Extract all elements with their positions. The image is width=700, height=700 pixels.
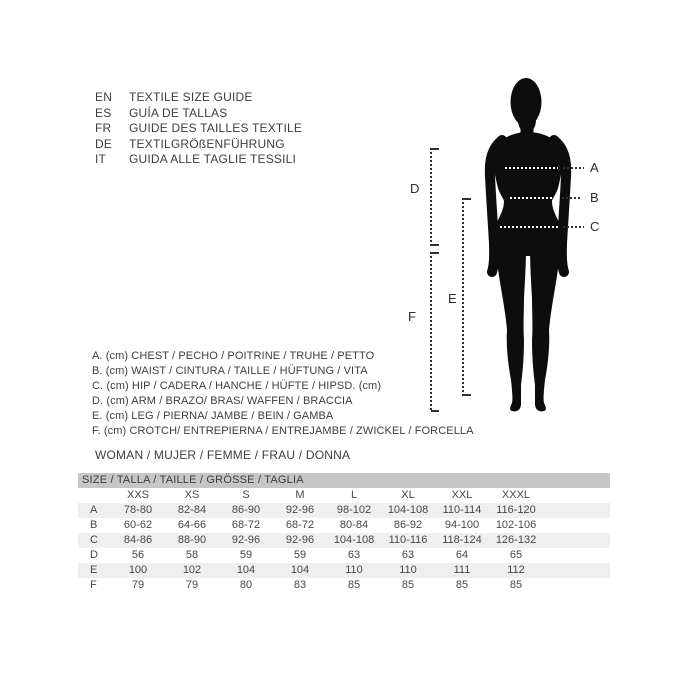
category-title: WOMAN / MUJER / FEMME / FRAU / DONNA: [95, 448, 351, 462]
size-value-cell: 88-90: [177, 534, 207, 546]
size-value-cell: 110: [399, 564, 417, 576]
size-value-cell: 56: [131, 549, 145, 561]
size-column-header: S: [242, 489, 250, 501]
row-label: C: [90, 534, 98, 546]
table-row: [78, 578, 610, 593]
size-value-cell: 60-62: [123, 519, 153, 531]
hip-measure-line: [563, 226, 584, 228]
measure-label-arm: D: [410, 181, 420, 196]
woman-silhouette-figure: [478, 78, 578, 413]
size-column-header: L: [350, 489, 358, 501]
language-row: [95, 121, 302, 136]
legend-row: A. (cm) CHEST / PECHO / POITRINE / TRUHE / PETTO: [92, 350, 375, 362]
language-title: GUIDA ALLE TAGLIE TESSILI: [129, 152, 297, 167]
row-label: E: [90, 564, 98, 576]
figure-right-leg: [530, 228, 559, 411]
size-value-cell: 63: [401, 549, 415, 561]
size-value-cell: 110-114: [442, 504, 482, 516]
size-value-cell: 83: [293, 579, 307, 591]
table-row: [78, 503, 610, 518]
row-label: B: [90, 519, 98, 531]
language-title: GUÍA DE TALLAS: [129, 105, 228, 120]
size-table-column-header-row: [78, 488, 610, 503]
size-value-cell: 86-92: [393, 519, 423, 531]
hip-measure-line-overlay: [500, 226, 560, 228]
language-title: GUIDE DES TAILLES TEXTILE: [129, 121, 303, 136]
size-value-cell: 100: [128, 564, 148, 576]
table-row: [78, 548, 610, 563]
size-value-cell: 68-72: [285, 519, 315, 531]
table-row: [78, 563, 610, 578]
waist-measure-line-overlay: [510, 197, 553, 199]
leg-measure-line: [462, 198, 464, 396]
row-label: A: [90, 504, 98, 516]
size-value-cell: 98-102: [336, 504, 372, 516]
size-value-cell: 82-84: [177, 504, 207, 516]
legend-row: F. (cm) CROTCH/ ENTREPIERNA / ENTREJAMBE / ZWICKEL / FORCELLA: [92, 425, 474, 437]
size-value-cell: 111: [453, 564, 471, 576]
table-row: [78, 533, 610, 548]
size-value-cell: 63: [347, 549, 361, 561]
size-value-cell: 84-86: [123, 534, 153, 546]
legend-row: D. (cm) ARM / BRAZO/ BRAS/ WAFFEN / BRACCIA: [92, 395, 353, 407]
measure-label-hip: C: [590, 219, 600, 234]
legend-row: B. (cm) WAIST / CINTURA / TAILLE / HÜFTUNG / VITA: [92, 365, 368, 377]
size-value-cell: 59: [239, 549, 253, 561]
language-code: EN: [95, 90, 113, 104]
leg-measure-tick-top: [463, 198, 471, 200]
crotch-measure-line: [430, 252, 432, 412]
size-table: [78, 473, 610, 593]
arm-measure-tick-top: [431, 148, 439, 150]
size-column-header: XS: [184, 489, 200, 501]
row-label: F: [90, 579, 97, 591]
chest-measure-line-overlay: [505, 167, 558, 169]
size-value-cell: 110: [345, 564, 363, 576]
size-value-cell: 68-72: [231, 519, 261, 531]
language-row: [95, 152, 296, 167]
language-code: DE: [95, 136, 113, 151]
arm-measure-line: [430, 148, 432, 246]
chest-measure-line: [563, 167, 584, 169]
size-value-cell: 116-120: [496, 504, 536, 516]
size-value-cell: 85: [509, 579, 523, 591]
table-row: [78, 518, 610, 533]
language-title: TEXTILGRÖßENFÜHRUNG: [129, 136, 285, 151]
size-value-cell: 92-96: [285, 504, 315, 516]
size-value-cell: 104: [290, 564, 310, 576]
size-value-cell: 78-80: [123, 504, 153, 516]
language-code: ES: [95, 105, 112, 120]
size-column-header: XXL: [451, 489, 473, 501]
size-value-cell: 64: [455, 549, 469, 561]
arm-measure-tick-bottom: [431, 244, 439, 246]
leg-measure-tick-bottom: [463, 394, 471, 396]
size-value-cell: 64-66: [177, 519, 207, 531]
size-column-header: M: [295, 489, 305, 501]
size-value-cell: 80: [239, 579, 253, 591]
size-table-header-bar: SIZE / TALLA / TAILLE / GRÖSSE / TAGLIA: [78, 473, 610, 488]
size-value-cell: 126-132: [495, 534, 537, 546]
language-title: TEXTILE SIZE GUIDE: [129, 90, 253, 104]
measure-label-leg: E: [448, 291, 457, 306]
size-value-cell: 112: [507, 564, 525, 576]
figure-left-leg: [497, 228, 526, 411]
size-value-cell: 92-96: [285, 534, 315, 546]
measure-label-crotch: F: [408, 309, 417, 324]
size-value-cell: 58: [185, 549, 199, 561]
size-value-cell: 102-106: [495, 519, 537, 531]
measure-label-waist: B: [590, 190, 599, 205]
language-code: FR: [95, 121, 112, 136]
size-value-cell: 85: [401, 579, 415, 591]
language-row: [95, 137, 285, 152]
crotch-measure-tick-top: [431, 252, 439, 254]
size-value-cell: 92-96: [231, 534, 261, 546]
size-value-cell: 102: [182, 564, 202, 576]
size-value-cell: 59: [293, 549, 307, 561]
language-code: IT: [95, 152, 107, 167]
size-value-cell: 86-90: [231, 504, 261, 516]
size-value-cell: 94-100: [444, 519, 480, 531]
size-value-cell: 79: [131, 579, 145, 591]
size-value-cell: 104-108: [333, 534, 375, 546]
crotch-measure-tick-bottom: [431, 410, 439, 412]
size-value-cell: 80-84: [339, 519, 369, 531]
row-label: D: [90, 549, 98, 561]
size-value-cell: 85: [455, 579, 469, 591]
language-row: [95, 106, 227, 121]
size-value-cell: 79: [185, 579, 199, 591]
size-table-body: [78, 503, 610, 593]
size-value-cell: 118-124: [442, 534, 482, 546]
legend-row: C. (cm) HIP / CADERA / HANCHE / HÜFTE / HIPSD. (cm): [92, 380, 382, 392]
measure-label-chest: A: [590, 160, 599, 175]
size-value-cell: 104-108: [387, 504, 429, 516]
language-row: [95, 90, 253, 105]
legend-row: E. (cm) LEG / PIERNA/ JAMBE / BEIN / GAMBA: [92, 410, 334, 422]
size-column-header: XL: [401, 489, 415, 501]
waist-measure-line: [562, 197, 582, 199]
size-value-cell: 104: [236, 564, 256, 576]
size-value-cell: 65: [509, 549, 523, 561]
size-column-header: XXS: [126, 489, 149, 501]
size-value-cell: 85: [347, 579, 361, 591]
size-value-cell: 110-116: [388, 534, 428, 546]
size-column-header: XXXL: [501, 489, 531, 501]
